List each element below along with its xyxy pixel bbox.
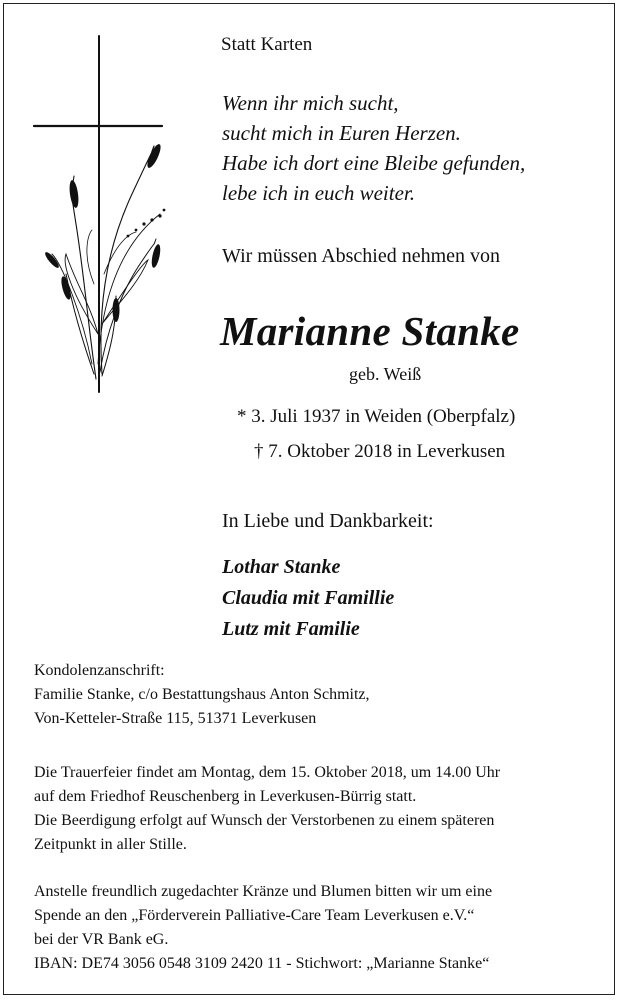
ceremony-info: [34, 761, 500, 857]
mourners-list: [222, 552, 394, 645]
donation-line: IBAN: DE74 3056 0548 3109 2420 11 - Stichwort: „Marianne Stanke“: [34, 955, 490, 972]
poem: [222, 88, 525, 208]
mourners-intro: In Liebe und Dankbarkeit:: [222, 510, 434, 532]
donation-line: bei der VR Bank eG.: [34, 931, 169, 948]
birth-date: * 3. Juli 1937 in Weiden (Oberpfalz): [237, 406, 516, 427]
donation-line: Anstelle freundlich zugedachter Kränze und Blumen bitten wir um eine: [34, 883, 493, 900]
header-note: Statt Karten: [221, 34, 313, 55]
farewell-intro: Wir müssen Abschied nehmen von: [222, 245, 501, 267]
ceremony-line: auf dem Friedhof Reuschenberg in Leverkusen-Bürrig statt.: [34, 788, 417, 805]
poem-line: Wenn ihr mich sucht,: [222, 91, 399, 115]
ceremony-line: Die Beerdigung erfolgt auf Wunsch der Verstorbenen zu einem späteren: [34, 812, 495, 829]
cross-with-wheat-icon: [32, 34, 172, 394]
mourner-name: Lutz mit Familie: [222, 618, 360, 640]
condolence-line: Von-Ketteler-Straße 115, 51371 Leverkusen: [34, 710, 317, 727]
obituary-card: [3, 3, 615, 995]
ceremony-line: Zeitpunkt in aller Stille.: [34, 836, 187, 853]
condolence-line: Kondolenzanschrift:: [34, 662, 165, 679]
poem-line: sucht mich in Euren Herzen.: [222, 121, 461, 145]
donation-info: [34, 880, 492, 976]
death-date: † 7. Oktober 2018 in Leverkusen: [254, 441, 506, 462]
mourner-name: Claudia mit Famillie: [222, 587, 395, 609]
maiden-name: geb. Weiß: [349, 364, 422, 384]
mourner-name: Lothar Stanke: [222, 556, 341, 578]
deceased-name: Marianne Stanke: [220, 308, 520, 354]
condolence-address: [34, 659, 370, 731]
ceremony-line: Die Trauerfeier findet am Montag, dem 15. Oktober 2018, um 14.00 Uhr: [34, 764, 501, 781]
donation-line: Spende an den „Förderverein Palliative-Care Team Leverkusen e.V.“: [34, 907, 475, 924]
poem-line: lebe ich in euch weiter.: [222, 181, 416, 205]
condolence-line: Familie Stanke, c/o Bestattungshaus Anton Schmitz,: [34, 686, 370, 703]
poem-line: Habe ich dort eine Bleibe gefunden,: [222, 151, 526, 175]
